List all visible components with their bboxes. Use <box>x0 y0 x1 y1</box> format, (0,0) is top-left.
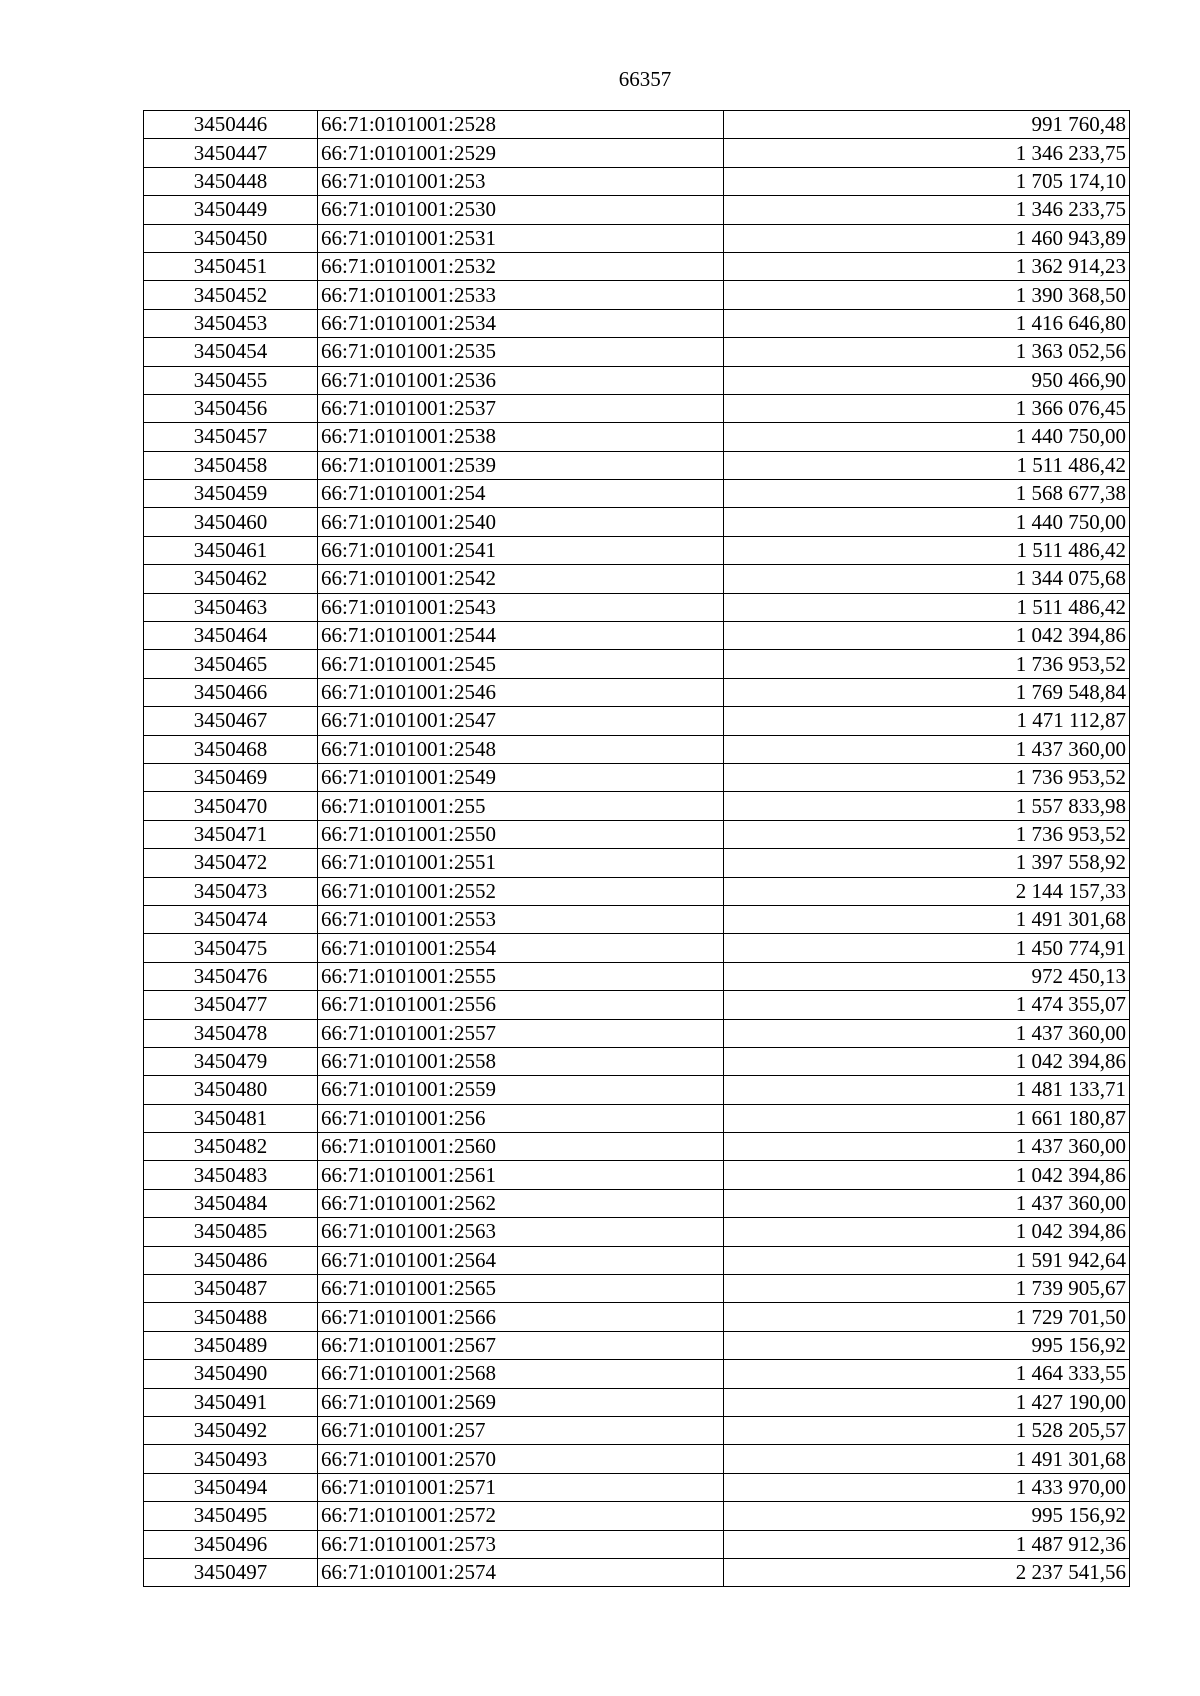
cadastral-number-cell: 66:71:0101001:2569 <box>318 1388 724 1416</box>
value-cell: 995 156,92 <box>724 1331 1130 1359</box>
cadastral-number-cell: 66:71:0101001:2550 <box>318 820 724 848</box>
table-row <box>144 536 1130 564</box>
cadastral-number-cell: 66:71:0101001:2535 <box>318 338 724 366</box>
value-cell: 1 464 333,55 <box>724 1360 1130 1388</box>
value-cell: 1 511 486,42 <box>724 593 1130 621</box>
row-number-cell: 3450452 <box>144 281 318 309</box>
row-number-cell: 3450484 <box>144 1189 318 1217</box>
cadastral-number-cell: 66:71:0101001:2534 <box>318 309 724 337</box>
value-cell: 1 440 750,00 <box>724 423 1130 451</box>
value-cell: 1 450 774,91 <box>724 934 1130 962</box>
value-cell: 1 491 301,68 <box>724 905 1130 933</box>
row-number-cell: 3450495 <box>144 1502 318 1530</box>
value-cell: 1 491 301,68 <box>724 1445 1130 1473</box>
table-row <box>144 1303 1130 1331</box>
cadastral-number-cell: 66:71:0101001:254 <box>318 480 724 508</box>
cadastral-number-cell: 66:71:0101001:2540 <box>318 508 724 536</box>
value-cell: 1 362 914,23 <box>724 252 1130 280</box>
value-cell: 1 042 394,86 <box>724 1161 1130 1189</box>
table-row <box>144 281 1130 309</box>
row-number-cell: 3450467 <box>144 707 318 735</box>
value-cell: 1 481 133,71 <box>724 1076 1130 1104</box>
table-row <box>144 1047 1130 1075</box>
cadastral-number-cell: 66:71:0101001:2542 <box>318 565 724 593</box>
cadastral-number-cell: 66:71:0101001:2571 <box>318 1473 724 1501</box>
row-number-cell: 3450455 <box>144 366 318 394</box>
cadastral-number-cell: 66:71:0101001:2548 <box>318 735 724 763</box>
table-row <box>144 650 1130 678</box>
table-row <box>144 707 1130 735</box>
table-row <box>144 934 1130 962</box>
cadastral-number-cell: 66:71:0101001:2556 <box>318 991 724 1019</box>
row-number-cell: 3450497 <box>144 1558 318 1586</box>
value-cell: 991 760,48 <box>724 111 1130 139</box>
row-number-cell: 3450494 <box>144 1473 318 1501</box>
table-body <box>144 111 1130 1587</box>
row-number-cell: 3450488 <box>144 1303 318 1331</box>
row-number-cell: 3450492 <box>144 1416 318 1444</box>
table-row <box>144 1246 1130 1274</box>
table-row <box>144 1076 1130 1104</box>
table-row <box>144 167 1130 195</box>
page-number: 66357 <box>618 67 672 91</box>
cadastral-number-cell: 66:71:0101001:2528 <box>318 111 724 139</box>
value-cell: 1 042 394,86 <box>724 1218 1130 1246</box>
row-number-cell: 3450448 <box>144 167 318 195</box>
table-row <box>144 1218 1130 1246</box>
cadastral-number-cell: 66:71:0101001:2537 <box>318 394 724 422</box>
row-number-cell: 3450469 <box>144 763 318 791</box>
cadastral-number-cell: 66:71:0101001:2531 <box>318 224 724 252</box>
value-cell: 995 156,92 <box>724 1502 1130 1530</box>
row-number-cell: 3450486 <box>144 1246 318 1274</box>
row-number-cell: 3450466 <box>144 678 318 706</box>
row-number-cell: 3450480 <box>144 1076 318 1104</box>
table-row <box>144 1416 1130 1444</box>
value-cell: 1 591 942,64 <box>724 1246 1130 1274</box>
value-cell: 972 450,13 <box>724 962 1130 990</box>
value-cell: 2 237 541,56 <box>724 1558 1130 1586</box>
row-number-cell: 3450470 <box>144 792 318 820</box>
value-cell: 1 416 646,80 <box>724 309 1130 337</box>
table-row <box>144 1331 1130 1359</box>
row-number-cell: 3450474 <box>144 905 318 933</box>
table-row <box>144 1530 1130 1558</box>
table-row <box>144 678 1130 706</box>
row-number-cell: 3450462 <box>144 565 318 593</box>
cadastral-number-cell: 66:71:0101001:2560 <box>318 1133 724 1161</box>
value-cell: 1 729 701,50 <box>724 1303 1130 1331</box>
row-number-cell: 3450450 <box>144 224 318 252</box>
cadastral-number-cell: 66:71:0101001:2536 <box>318 366 724 394</box>
row-number-cell: 3450476 <box>144 962 318 990</box>
table-row <box>144 1502 1130 1530</box>
table-row <box>144 1189 1130 1217</box>
cadastral-number-cell: 66:71:0101001:2529 <box>318 139 724 167</box>
table-row <box>144 1558 1130 1586</box>
cadastral-number-cell: 66:71:0101001:2561 <box>318 1161 724 1189</box>
row-number-cell: 3450473 <box>144 877 318 905</box>
row-number-cell: 3450490 <box>144 1360 318 1388</box>
table-row <box>144 1275 1130 1303</box>
cadastral-number-cell: 66:71:0101001:2565 <box>318 1275 724 1303</box>
cadastral-number-cell: 66:71:0101001:2570 <box>318 1445 724 1473</box>
table-row <box>144 1019 1130 1047</box>
cadastral-number-cell: 66:71:0101001:2559 <box>318 1076 724 1104</box>
value-cell: 1 440 750,00 <box>724 508 1130 536</box>
row-number-cell: 3450475 <box>144 934 318 962</box>
row-number-cell: 3450463 <box>144 593 318 621</box>
value-cell: 1 471 112,87 <box>724 707 1130 735</box>
row-number-cell: 3450485 <box>144 1218 318 1246</box>
cadastral-number-cell: 66:71:0101001:2554 <box>318 934 724 962</box>
table-row <box>144 224 1130 252</box>
table-row <box>144 451 1130 479</box>
table-row <box>144 196 1130 224</box>
value-cell: 1 736 953,52 <box>724 650 1130 678</box>
value-cell: 1 427 190,00 <box>724 1388 1130 1416</box>
cadastral-number-cell: 66:71:0101001:2549 <box>318 763 724 791</box>
value-cell: 1 739 905,67 <box>724 1275 1130 1303</box>
row-number-cell: 3450461 <box>144 536 318 564</box>
row-number-cell: 3450489 <box>144 1331 318 1359</box>
value-cell: 1 736 953,52 <box>724 763 1130 791</box>
cadastral-number-cell: 66:71:0101001:2558 <box>318 1047 724 1075</box>
value-cell: 1 433 970,00 <box>724 1473 1130 1501</box>
table-row <box>144 366 1130 394</box>
table-row <box>144 1445 1130 1473</box>
row-number-cell: 3450478 <box>144 1019 318 1047</box>
row-number-cell: 3450471 <box>144 820 318 848</box>
table-row <box>144 139 1130 167</box>
table-row <box>144 735 1130 763</box>
value-cell: 1 557 833,98 <box>724 792 1130 820</box>
cadastral-number-cell: 66:71:0101001:2543 <box>318 593 724 621</box>
cadastral-number-cell: 66:71:0101001:2539 <box>318 451 724 479</box>
cadastral-number-cell: 66:71:0101001:2532 <box>318 252 724 280</box>
cadastral-number-cell: 66:71:0101001:253 <box>318 167 724 195</box>
value-cell: 1 736 953,52 <box>724 820 1130 848</box>
row-number-cell: 3450454 <box>144 338 318 366</box>
cadastral-number-cell: 66:71:0101001:2566 <box>318 1303 724 1331</box>
table-row <box>144 991 1130 1019</box>
row-number-cell: 3450487 <box>144 1275 318 1303</box>
cadastral-number-cell: 66:71:0101001:2574 <box>318 1558 724 1586</box>
value-cell: 1 363 052,56 <box>724 338 1130 366</box>
value-cell: 1 705 174,10 <box>724 167 1130 195</box>
row-number-cell: 3450459 <box>144 480 318 508</box>
row-number-cell: 3450496 <box>144 1530 318 1558</box>
table-row <box>144 905 1130 933</box>
row-number-cell: 3450479 <box>144 1047 318 1075</box>
cadastral-number-cell: 66:71:0101001:257 <box>318 1416 724 1444</box>
cadastral-number-cell: 66:71:0101001:255 <box>318 792 724 820</box>
row-number-cell: 3450491 <box>144 1388 318 1416</box>
row-number-cell: 3450451 <box>144 252 318 280</box>
table-row <box>144 508 1130 536</box>
row-number-cell: 3450481 <box>144 1104 318 1132</box>
cadastral-number-cell: 66:71:0101001:2562 <box>318 1189 724 1217</box>
row-number-cell: 3450465 <box>144 650 318 678</box>
row-number-cell: 3450453 <box>144 309 318 337</box>
cadastral-number-cell: 66:71:0101001:2544 <box>318 622 724 650</box>
row-number-cell: 3450483 <box>144 1161 318 1189</box>
cadastral-number-cell: 66:71:0101001:2546 <box>318 678 724 706</box>
table-row <box>144 480 1130 508</box>
row-number-cell: 3450468 <box>144 735 318 763</box>
value-cell: 1 366 076,45 <box>724 394 1130 422</box>
row-number-cell: 3450477 <box>144 991 318 1019</box>
cadastral-number-cell: 66:71:0101001:2557 <box>318 1019 724 1047</box>
value-cell: 1 661 180,87 <box>724 1104 1130 1132</box>
value-cell: 1 487 912,36 <box>724 1530 1130 1558</box>
table-row <box>144 309 1130 337</box>
cadastral-number-cell: 66:71:0101001:2545 <box>318 650 724 678</box>
cadastral-number-cell: 66:71:0101001:2563 <box>318 1218 724 1246</box>
value-cell: 950 466,90 <box>724 366 1130 394</box>
row-number-cell: 3450472 <box>144 849 318 877</box>
table-row <box>144 1133 1130 1161</box>
cadastral-number-cell: 66:71:0101001:2567 <box>318 1331 724 1359</box>
cadastral-number-cell: 66:71:0101001:2573 <box>318 1530 724 1558</box>
cadastral-number-cell: 66:71:0101001:2555 <box>318 962 724 990</box>
row-number-cell: 3450456 <box>144 394 318 422</box>
value-cell: 1 397 558,92 <box>724 849 1130 877</box>
table-row <box>144 565 1130 593</box>
row-number-cell: 3450449 <box>144 196 318 224</box>
value-cell: 1 042 394,86 <box>724 622 1130 650</box>
cadastral-number-cell: 66:71:0101001:2551 <box>318 849 724 877</box>
table-row <box>144 593 1130 621</box>
row-number-cell: 3450464 <box>144 622 318 650</box>
table-row <box>144 1104 1130 1132</box>
table-row <box>144 423 1130 451</box>
value-cell: 1 346 233,75 <box>724 139 1130 167</box>
cadastral-value-table <box>143 110 1130 1587</box>
value-cell: 1 437 360,00 <box>724 1189 1130 1217</box>
table-row <box>144 877 1130 905</box>
cadastral-number-cell: 66:71:0101001:2553 <box>318 905 724 933</box>
cadastral-number-cell: 66:71:0101001:2572 <box>318 1502 724 1530</box>
row-number-cell: 3450458 <box>144 451 318 479</box>
table-row <box>144 820 1130 848</box>
table-row <box>144 252 1130 280</box>
table-row <box>144 394 1130 422</box>
row-number-cell: 3450460 <box>144 508 318 536</box>
value-cell: 1 344 075,68 <box>724 565 1130 593</box>
table-row <box>144 111 1130 139</box>
value-cell: 1 346 233,75 <box>724 196 1130 224</box>
cadastral-number-cell: 66:71:0101001:2533 <box>318 281 724 309</box>
value-cell: 1 437 360,00 <box>724 1133 1130 1161</box>
value-cell: 1 042 394,86 <box>724 1047 1130 1075</box>
table-row <box>144 1161 1130 1189</box>
cadastral-number-cell: 66:71:0101001:2568 <box>318 1360 724 1388</box>
cadastral-number-cell: 66:71:0101001:2530 <box>318 196 724 224</box>
value-cell: 1 437 360,00 <box>724 735 1130 763</box>
table-row <box>144 622 1130 650</box>
table-row <box>144 338 1130 366</box>
row-number-cell: 3450446 <box>144 111 318 139</box>
table-row <box>144 792 1130 820</box>
table-row <box>144 1473 1130 1501</box>
value-cell: 1 769 548,84 <box>724 678 1130 706</box>
value-cell: 1 437 360,00 <box>724 1019 1130 1047</box>
cadastral-number-cell: 66:71:0101001:2552 <box>318 877 724 905</box>
value-cell: 1 511 486,42 <box>724 451 1130 479</box>
table-row <box>144 1360 1130 1388</box>
table-row <box>144 1388 1130 1416</box>
value-cell: 1 474 355,07 <box>724 991 1130 1019</box>
row-number-cell: 3450457 <box>144 423 318 451</box>
table-row <box>144 849 1130 877</box>
table-row <box>144 962 1130 990</box>
value-cell: 1 528 205,57 <box>724 1416 1130 1444</box>
cadastral-number-cell: 66:71:0101001:2541 <box>318 536 724 564</box>
cadastral-number-cell: 66:71:0101001:2538 <box>318 423 724 451</box>
row-number-cell: 3450447 <box>144 139 318 167</box>
cadastral-number-cell: 66:71:0101001:2547 <box>318 707 724 735</box>
value-cell: 2 144 157,33 <box>724 877 1130 905</box>
value-cell: 1 460 943,89 <box>724 224 1130 252</box>
value-cell: 1 390 368,50 <box>724 281 1130 309</box>
cadastral-number-cell: 66:71:0101001:256 <box>318 1104 724 1132</box>
table-row <box>144 763 1130 791</box>
cadastral-number-cell: 66:71:0101001:2564 <box>318 1246 724 1274</box>
value-cell: 1 568 677,38 <box>724 480 1130 508</box>
value-cell: 1 511 486,42 <box>724 536 1130 564</box>
row-number-cell: 3450493 <box>144 1445 318 1473</box>
row-number-cell: 3450482 <box>144 1133 318 1161</box>
